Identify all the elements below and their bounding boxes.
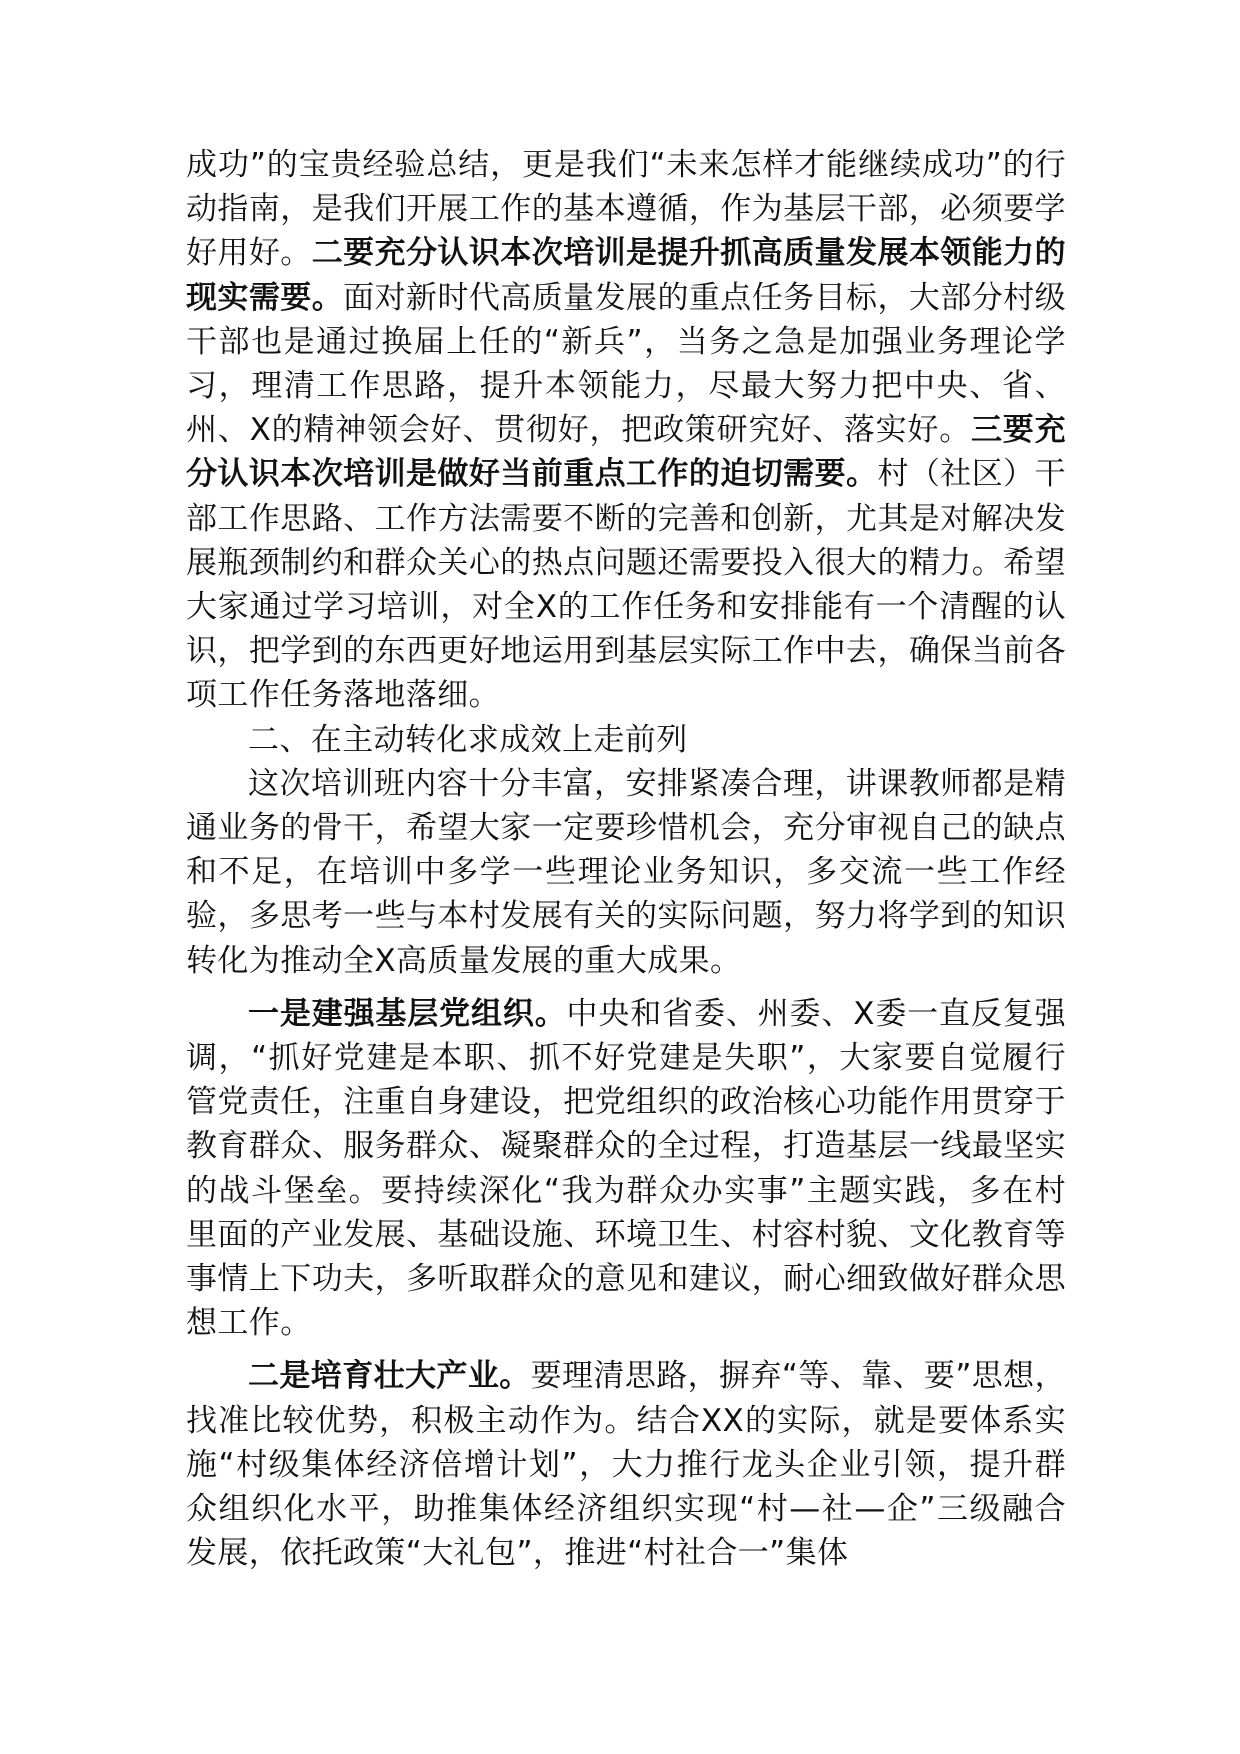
paragraph-training-content: 这次培训班内容十分丰富，安排紧凑合理，讲课教师都是精通业务的骨干，希望大家一定要珍惜机会，充分审视自己的缺点和不足，在培训中多学一些理论业务知识，多交流一些工作经验，多思考一些与本村发展有关的实际问题，努力将学到的知识转化为推动全X高质量发展的重大成果。 xyxy=(186,765,1066,979)
paragraph-text: 村（社区）干部工作思路、工作方法需要不断的完善和创新，尤其是对解决发展瓶颈制约和群众关心的热点问题还需要投入很大的精力。希望大家通过学习培训，对全X的工作任务和安排能有一个清醒的认识，把学到的东西更好地运用到基层实际工作中去，确保当前各项工作任务落地落细。 xyxy=(186,456,1066,714)
document-body xyxy=(186,143,1066,1576)
section-heading-two: 二、在主动转化求成效上走前列 xyxy=(248,721,688,758)
paragraph-text: 面对新时代高质量发展的重点任务目标，大部分村级干部也是通过换届上任的“新兵”，当务之急是加强业务理论学习，理清工作思路，提升本领能力，尽最大努力把中央、省、州、X的精神领会好、贯彻好，把政策研究好、落实好。 xyxy=(186,279,1067,449)
paragraph-text: 中央和省委、州委、X委一直反复强调，“抓好党建是本职、抓不好党建是失职”，大家要自觉履行管党责任，注重自身建设，把党组织的政治核心功能作用贯穿于教育群众、服务群众、凝聚群众的全过程，打造基层一线最坚实的战斗堡垒。要持续深化“我为群众办实事”主题实践，多在村里面的产业发展、基础设施、环境卫生、村容村貌、文化教育等事情上下功夫，多听取群众的意见和建议，耐心细致做好群众思想工作。 xyxy=(186,995,1066,1342)
bold-lead-one: 一是建强基层党组织。 xyxy=(248,995,567,1032)
bold-lead-two: 二是培育壮大产业。 xyxy=(248,1358,531,1395)
paragraph-party-organization xyxy=(186,992,1066,1346)
paragraph-text: 要理清思路，摒弃“等、靠、要”思想，找准比较优势，积极主动作为。结合XX的实际，就是要体系实施“村级集体经济倍增计划”，大力推行龙头企业引领，提升群众组织化水平，助推集体经济组织实现“村—社—企”三级融合发展，依托政策“大礼包”，推进“村社合一”集体 xyxy=(186,1358,1066,1572)
bold-point-three: 三要充分认识本次培训是做好当前重点工作的迫切需要。 xyxy=(186,412,1066,493)
paragraph-industry xyxy=(186,1354,1066,1575)
paragraph-training-importance xyxy=(186,143,1066,718)
paragraph-text: 成功”的宝贵经验总结，更是我们“未来怎样才能继续成功”的行动指南，是我们开展工作的基本遵循，作为基层干部，必须要学好用好。 xyxy=(186,147,1066,272)
bold-point-two: 二要充分认识本次培训是提升抓高质量发展本领能力的现实需要。 xyxy=(186,235,1066,316)
